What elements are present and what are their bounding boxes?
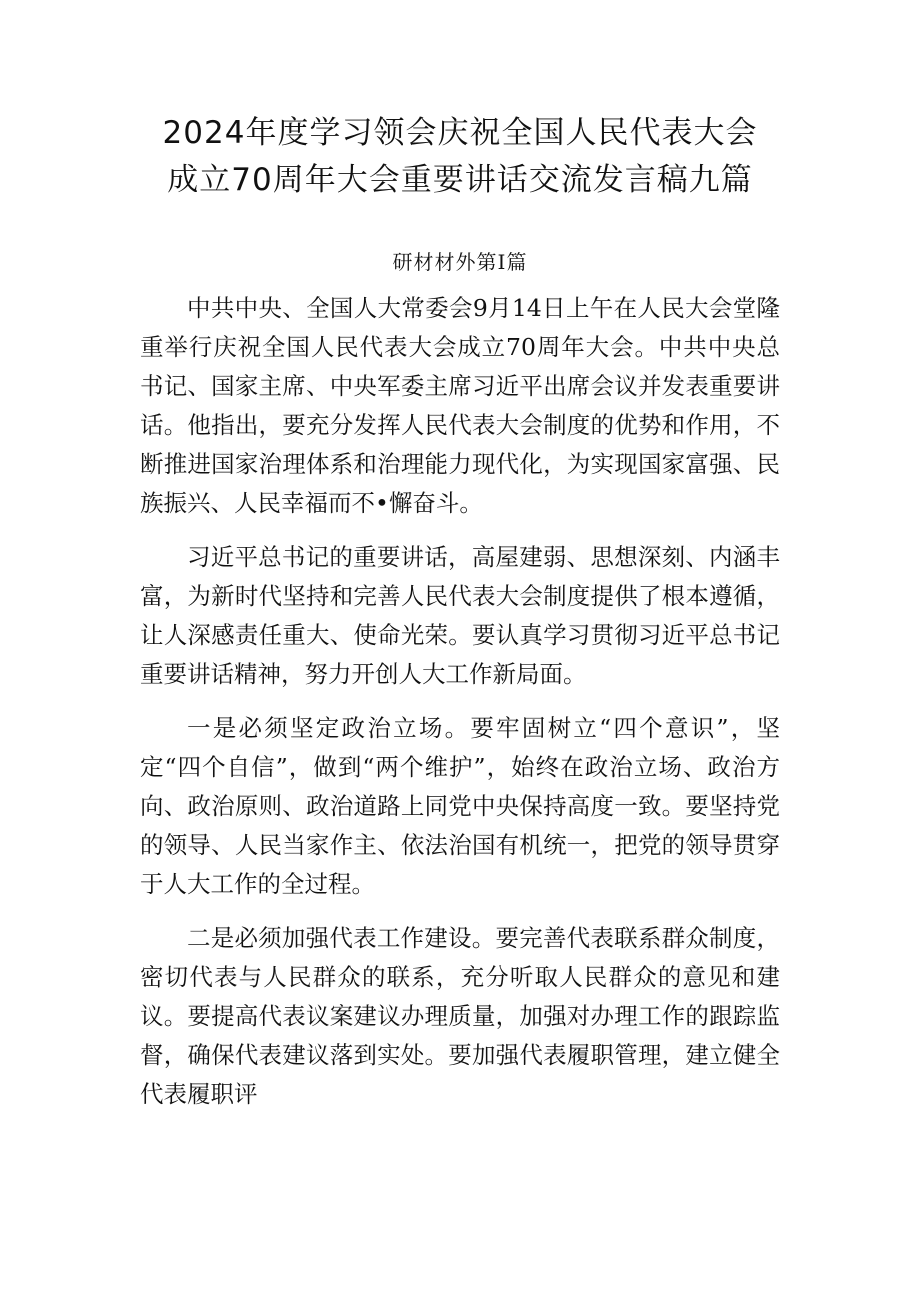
paragraph-2: 习近平总书记的重要讲话，高屋建弱、思想深刻、内涵丰富，为新时代坚持和完善人民代表大会制度提供了根本遵循，让人深感责任重大、使命光荣。要认真学习贯彻习近平总书记重要讲话精神，努力开创人大工作新局面。 xyxy=(140,543,780,688)
paragraph-1: 中共中央、全国人大常委会9月14日上午在人民大会堂隆重举行庆祝全国人民代表大会成立70周年大会。中共中央总书记、国家主席、中央军委主席习近平出席会议并发表重要讲话。他指出，要充分发挥人民代表大会制度的优势和作用，不断推进国家治理体系和治理能力现代化，为实现国家富强、民族振兴、人民幸福而不•懈奋斗。 xyxy=(140,294,780,517)
title-line-1: 2024年度学习领会庆祝全国人民代表大会 xyxy=(162,115,758,151)
document-title xyxy=(140,110,780,204)
title-line-2: 成立70周年大会重要讲话交流发言稿九篇 xyxy=(167,162,753,198)
paragraph-4: 二是必须加强代表工作建设。要完善代表联系群众制度，密切代表与人民群众的联系，充分听取人民群众的意见和建议。要提高代表议案建议办理质量，加强对办理工作的跟踪监督，确保代表建议落到实处。要加强代表履职管理，建立健全代表履职评 xyxy=(140,924,780,1108)
paragraph-3: 一是必须坚定政治立场。要牢固树立“四个意识”，坚定“四个自信”，做到“两个维护”，始终在政治立场、政治方向、政治原则、政治道路上同党中央保持高度一致。要坚持党的领导、人民当家作主、依法治国有机统一，把党的领导贯穿于人大工作的全过程。 xyxy=(140,714,780,898)
document-subtitle: 研材材外第Ⅰ篇 xyxy=(392,250,528,274)
